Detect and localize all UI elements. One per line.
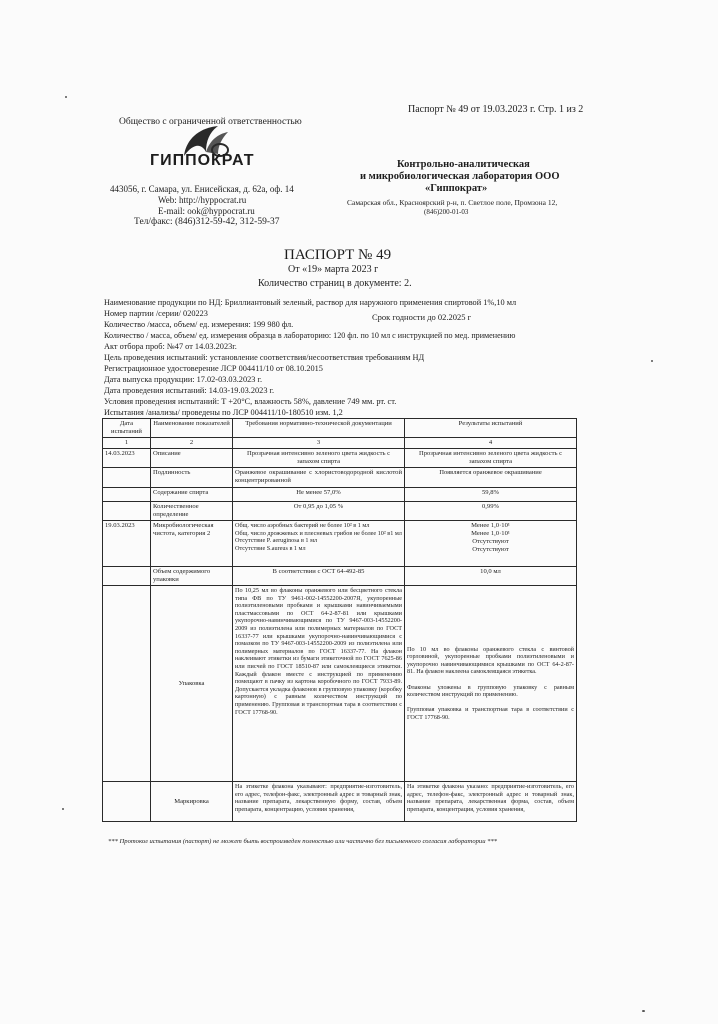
logo-text: ГИППОКРАТ	[150, 152, 255, 169]
row-requirement: По 10,25 мл во флаконы оранжевого или бесцветного стекла типа ФВ по ТУ 9461-002-14552200-2007Я, укупоренные полиэтиленовыми пробками и крышками навинчиваемыми пластмассовыми по ОСТ 64-2-87-81 или крышками укупорочно-навинчивающимися по ТУ 9467-003-14552200-2009 из полиэтилена или полимерных материалов по ГОСТ 16337-77 или крышками укупорочно-навинчивающимися с помазком по ТУ 9467-003-14552200-2009 из полиэтилена или полимерных материалов по ГОСТ 16337-77. На флакон наклеивают этикетки из бумаги этикеточной по ГОСТ 7625-86 или писчей по ГОСТ 18510-87 или самоклеящиеся этикетки. Каждый флакон вместе с инструкцией по применению помещают в пачку из картона коробочного по ГОСТ 7933-89. Допускается укладка флаконов в групповую упаковку (коробку картонную) с равным количеством инструкций по применению. Групповая и транспортная тара в соответствии с ГОСТ 17768-90.	[233, 586, 405, 782]
passport-title: ПАСПОРТ № 49	[284, 247, 392, 263]
batch-number: Номер партии /серии/ 020223	[104, 309, 208, 318]
org-type: Общество с ограниченной ответственностью	[119, 117, 302, 127]
row-result: Менее 1,0·10¹ Менее 1,0·10¹ Отсутствуют Отсутствуют	[405, 521, 577, 567]
passport-date: От «19» марта 2023 г	[288, 264, 379, 275]
table-number-row	[103, 438, 577, 449]
row-indicator: Количественное определение	[151, 502, 233, 521]
column-header: Результаты испытаний	[405, 419, 577, 438]
test-conditions: Условия проведения испытаний: Т +20°С, влажность 58%, давление 749 мм. рт. ст.	[104, 397, 397, 406]
lab-name-line1: Контрольно-аналитическая	[397, 159, 530, 170]
expiry-date: Срок годности до 02.2025 г	[372, 312, 472, 322]
column-header: Требования нормативно-технической документации	[233, 419, 405, 438]
lab-name-line3: «Гиппократ»	[425, 183, 488, 194]
table-row	[103, 488, 577, 502]
table-row	[103, 468, 577, 488]
scan-speck	[62, 808, 64, 810]
table-row	[103, 567, 577, 586]
table-row	[103, 502, 577, 521]
table-row	[103, 449, 577, 468]
row-requirement: Не менее 57,0%	[233, 488, 405, 502]
column-number: 3	[233, 438, 405, 449]
row-requirement: Оранжевое окрашивание с хлористоводородной кислотой концентрированной	[233, 468, 405, 488]
row-result: 0,99%	[405, 502, 577, 521]
company-web: Web: http://hyppocrat.ru	[158, 195, 247, 205]
row-date: 14.03.2023	[103, 449, 151, 468]
column-header: Наименование показателей	[151, 419, 233, 438]
sampling-act: Акт отбора проб: №47 от 14.03.2023г.	[104, 342, 237, 351]
row-indicator: Упаковка	[151, 586, 233, 782]
results-table	[102, 418, 577, 822]
row-requirement: На этикетке флакона указывают: предприятие-изготовитель, его адрес, телефон-факс, электронный адрес и товарный знак, название препарата, лекарственную форму, состав, объем препарата, концентрацию, условия хранения,	[233, 782, 405, 822]
row-date: 19.03.2023	[103, 521, 151, 567]
column-number: 1	[103, 438, 151, 449]
row-result: На этикетке флакона указано: предприятие-изготовитель, его адрес, телефон-факс, электронный адрес и товарный знак, название препарата, лекарственная форма, состав, объем препарата, концентрация, условия хранения,	[405, 782, 577, 822]
column-header: Дата испытаний	[103, 419, 151, 438]
row-requirement: Общ. число аэробных бактерий не более 10² в 1 мл Общ. число дрожжевых и плесневых грибов не более 10² в1 мл Отсутствие P. aeruginosa в 1 мл Отсутствие S.aureus в 1 мл	[233, 521, 405, 567]
quantity: Количество /масса, объем/ ед. измерения: 199 980 фл.	[104, 320, 294, 329]
row-result: По 10 мл во флаконы оранжевого стекла с винтовой горловиной, укупоренные пробками полиэтиленовыми и укупорочно навинчивающимися крышками по ОСТ 64-2-87-81. На флакон наклеена самоклеящаяся этикетка. Флаконы уложены в групповую упаковку с равным количеством инструкций по применению. Групповая упаковка и транспортная тара в соответствии с ГОСТ 17768-90.	[405, 586, 577, 782]
column-number: 4	[405, 438, 577, 449]
table-row	[103, 521, 577, 567]
product-name: Наименование продукции по НД: Бриллиантовый зеленый, раствор для наружного применения спиртовой 1%,10 мл	[104, 298, 517, 307]
company-address: 443056, г. Самара, ул. Енисейская, д. 62а, оф. 14	[110, 184, 294, 194]
row-result: Появляется оранжевое окрашивание	[405, 468, 577, 488]
sample-quantity: Количество / масса, объем/ ед. измерения образца в лабораторию: 120 фл. по 10 мл с инструкцией по мед. применению	[104, 331, 516, 340]
page-count: Количество страниц в документе: 2.	[258, 278, 412, 289]
registration: Регистрационное удостоверение ЛСР 004411/10 от 08.10.2015	[104, 364, 323, 373]
test-method: Испытания /анализы/ проведены по ЛСР 004411/10-180510 изм. 1,2	[104, 408, 343, 417]
lab-phone: (846)200-01-03	[424, 208, 469, 216]
scan-speck	[651, 360, 653, 362]
row-requirement: От 0,95 до 1,05 %	[233, 502, 405, 521]
row-date	[103, 468, 151, 488]
row-indicator: Маркировка	[151, 782, 233, 822]
row-result: Прозрачная интенсивно зеленого цвета жидкость с запахом спирта	[405, 449, 577, 468]
row-indicator: Подлинность	[151, 468, 233, 488]
footer-disclaimer: *** Протокол испытания (паспорт) не может быть воспроизведен полностью или частично без письменного согласия лаборатории ***	[108, 838, 498, 845]
lab-address: Самарская обл., Красноярский р-н, п. Светлое поле, Промзона 12,	[347, 198, 558, 207]
column-number: 2	[151, 438, 233, 449]
row-requirement: Прозрачная интенсивно зеленого цвета жидкость с запахом спирта	[233, 449, 405, 468]
test-purpose: Цель проведения испытаний: установление соответствия/несоответствия требованиям НД	[104, 353, 425, 362]
scan-speck	[65, 96, 67, 98]
row-date	[103, 586, 151, 782]
scan-speck	[642, 1010, 645, 1012]
row-indicator: Описание	[151, 449, 233, 468]
row-requirement: В соответствии с ОСТ 64-492-85	[233, 567, 405, 586]
company-phone: Тел/факс: (846)312-59-42, 312-59-37	[134, 217, 280, 227]
table-row	[103, 782, 577, 822]
row-result: 59,8%	[405, 488, 577, 502]
row-indicator: Объем содержимого упаковки	[151, 567, 233, 586]
release-date: Дата выпуска продукции: 17.02-03.03.2023 г.	[104, 375, 263, 384]
lab-name-line2: и микробиологическая лаборатория ООО	[360, 171, 560, 182]
company-email: E-mail: ook@hyppocrat.ru	[158, 206, 255, 216]
row-indicator: Содержание спирта	[151, 488, 233, 502]
table-header-row	[103, 419, 577, 438]
row-date	[103, 488, 151, 502]
row-indicator: Микробиологическая чистота, категория 2	[151, 521, 233, 567]
row-date	[103, 502, 151, 521]
test-date: Дата проведения испытаний: 14.03-19.03.2023 г.	[104, 386, 275, 395]
row-date	[103, 782, 151, 822]
row-date	[103, 567, 151, 586]
table-row	[103, 586, 577, 782]
row-result: 10,0 мл	[405, 567, 577, 586]
page-reference: Паспорт № 49 от 19.03.2023 г. Стр. 1 из 2	[408, 104, 584, 115]
